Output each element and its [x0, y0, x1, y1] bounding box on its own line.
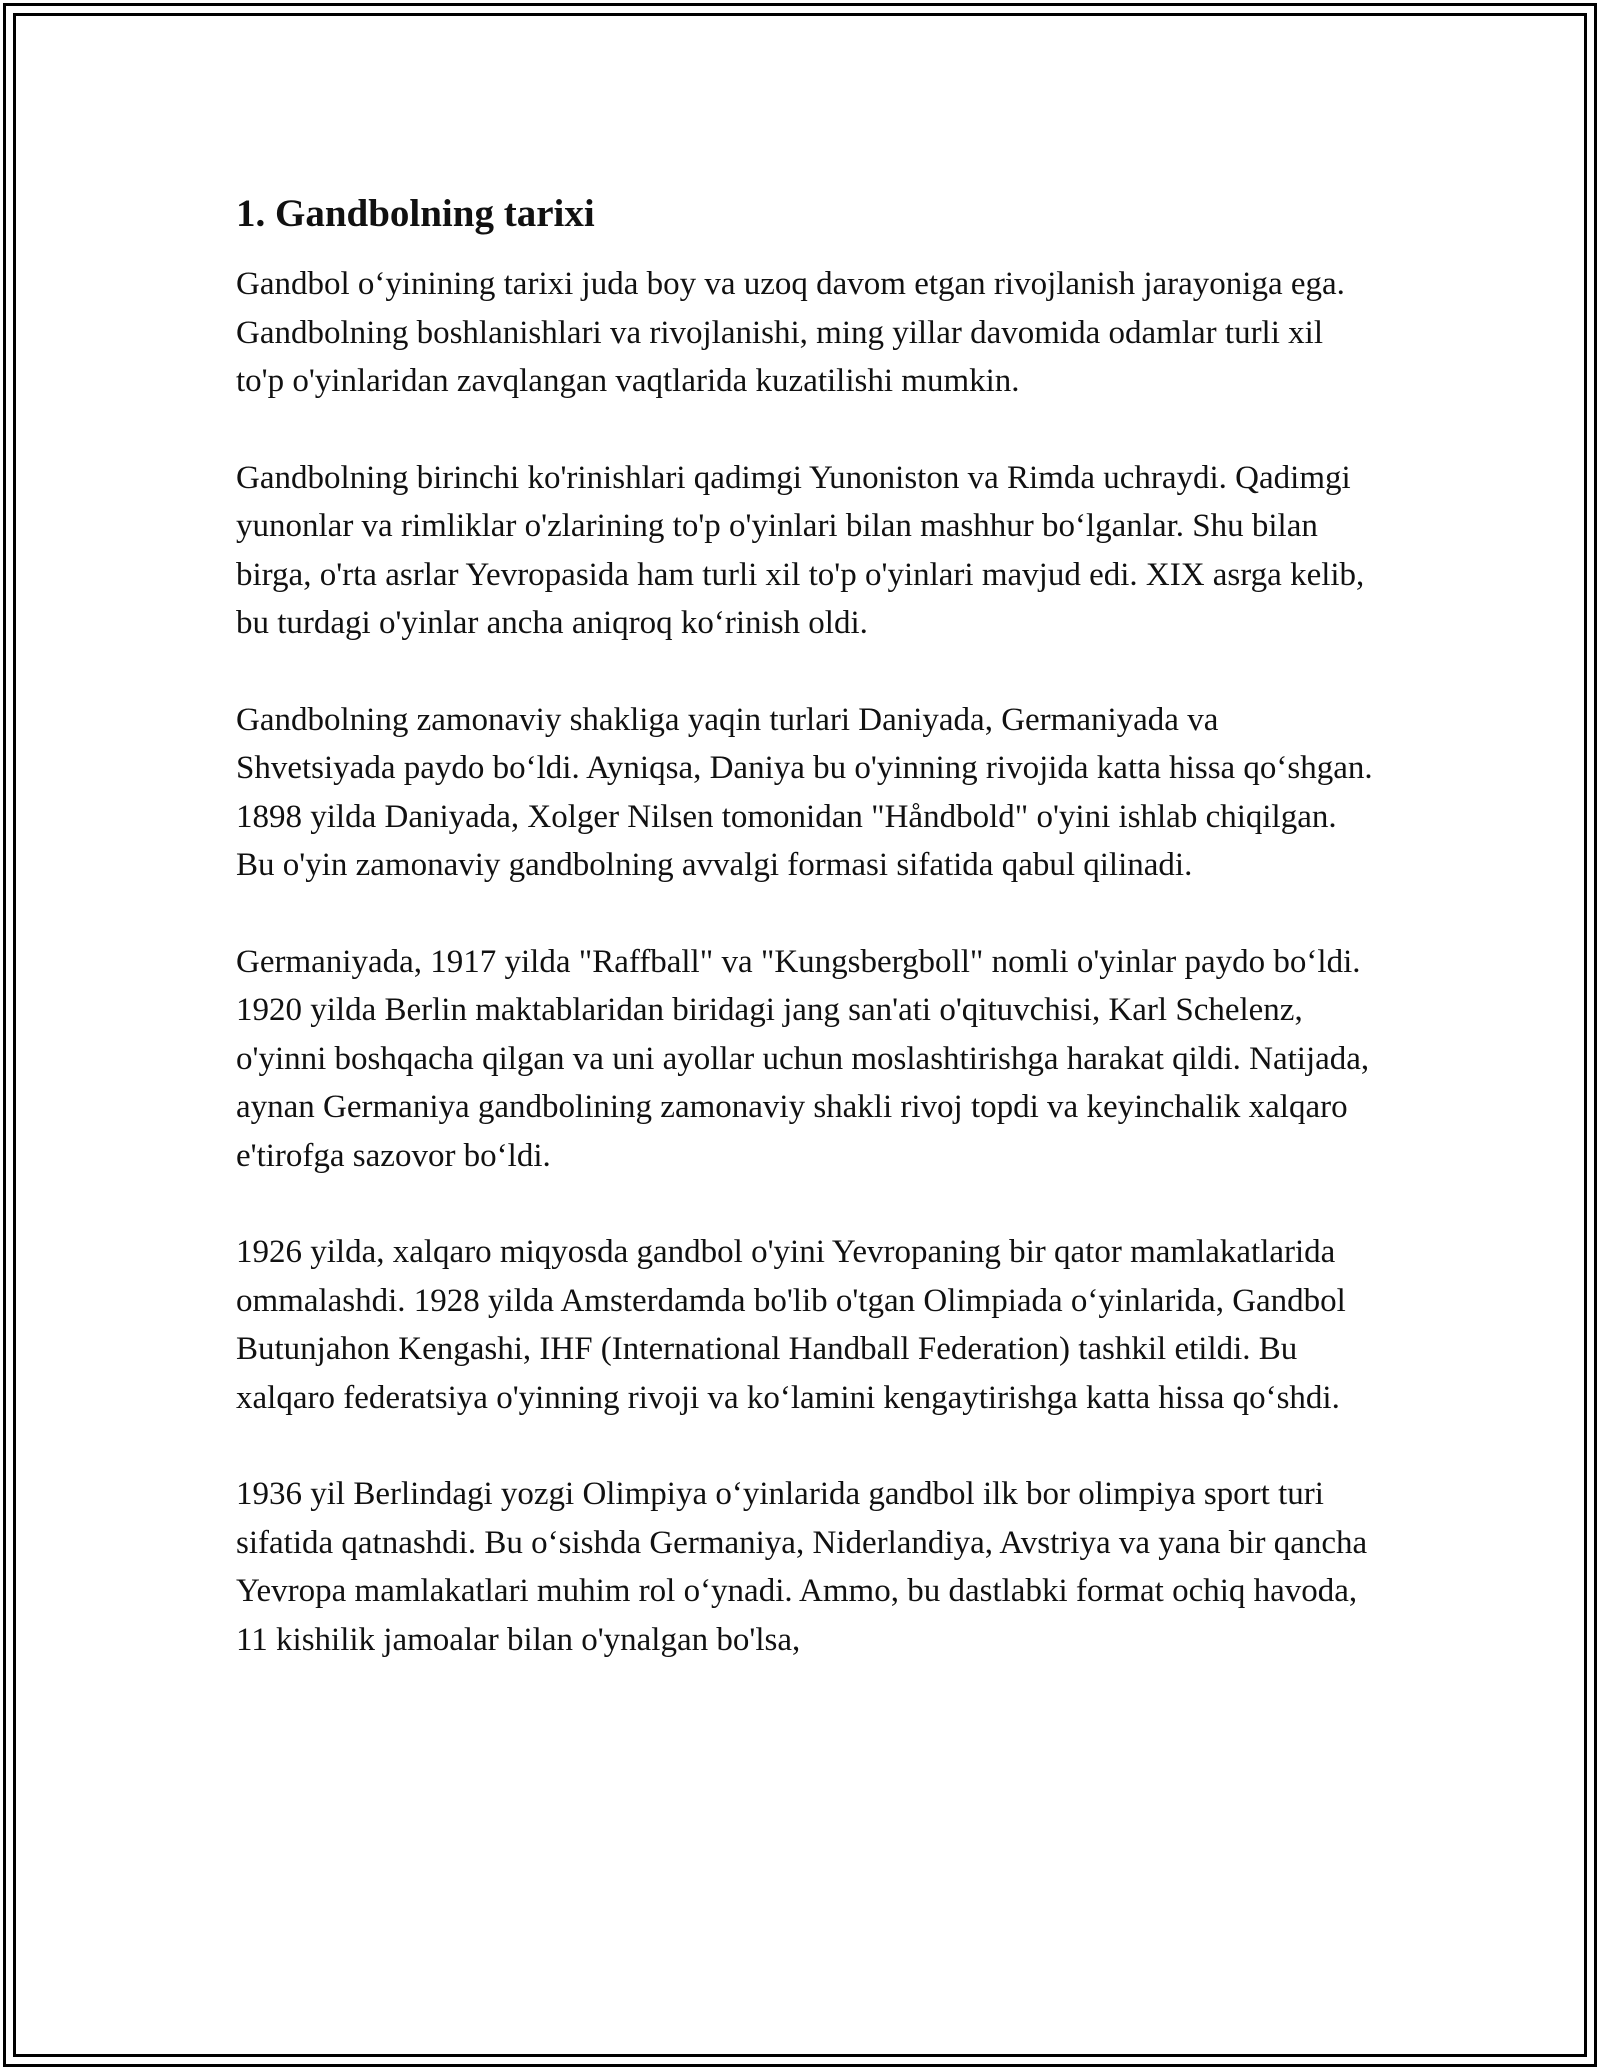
paragraph: Gandbol o‘yinining tarixi juda boy va uzoq davom etgan rivojlanish jarayoniga ega. Gandbolning boshlanishlari va rivojlanishi, ming yillar davomida odamlar turli xil to'p o'yinlaridan zavqlangan vaqtlarida kuzatilishi mumkin.	[236, 266, 1345, 399]
paragraph: Gandbolning birinchi ko'rinishlari qadimgi Yunoniston va Rimda uchraydi. Qadimgi yunonlar va rimliklar o'zlarining to'p o'yinlari bilan mashhur bo‘lganlar. Shu bilan birga, o'rta asrlar Yevropasida ham turli xil to'p o'yinlari mavjud edi. XIX asrga kelib, bu turdagi o'yinlar ancha aniqroq ko‘rinish oldi.	[236, 459, 1365, 641]
paragraph: Germaniyada, 1917 yilda "Raffball" va "Kungsbergboll" nomli o'yinlar paydo bo‘ldi. 1920 yilda Berlin maktablaridan biridagi jang san'ati o'qituvchisi, Karl Schelenz, o'yinni boshqacha qilgan va uni ayollar uchun moslashtirishga harakat qildi. Natijada, aynan Germaniya gandbolining zamonaviy shakli rivoj topdi va keyinchalik xalqaro e'tirofga sazovor bo‘ldi.	[236, 943, 1370, 1174]
paragraph: Gandbolning zamonaviy shakliga yaqin turlari Daniyada, Germaniyada va Shvetsiyada paydo bo‘ldi. Ayniqsa, Daniya bu o'yinning rivojida katta hissa qo‘shgan. 1898 yilda Daniyada, Xolger Nilsen tomonidan "Håndbold" o'yini ishlab chiqilgan. Bu o'yin zamonaviy gandbolning avvalgi formasi sifatida qabul qilinadi.	[236, 701, 1373, 883]
paragraph: 1926 yilda, xalqaro miqyosda gandbol o'yini Yevropaning bir qator mamlakatlarida ommalashdi. 1928 yilda Amsterdamda bo'lib o'tgan Olimpiada o‘yinlarida, Gandbol Butunjahon Kengashi, IHF (International Handball Federation) tashkil etildi. Bu xalqaro federatsiya o'yinning rivoji va ko‘lamini kengaytirishga katta hissa qo‘shdi.	[236, 1234, 1346, 1416]
section-heading: 1. Gandbolning tarixi	[236, 192, 595, 235]
document-body	[236, 190, 1376, 1712]
paragraph: 1936 yil Berlindagi yozgi Olimpiya o‘yinlarida gandbol ilk bor olimpiya sport turi sifatida qatnashdi. Bu o‘sishda Germaniya, Niderlandiya, Avstriya va yana bir qancha Yevropa mamlakatlari muhim rol o‘ynadi. Ammo, bu dastlabki format ochiq havoda, 11 kishilik jamoalar bilan o'ynalgan bo'lsa,	[236, 1476, 1368, 1658]
